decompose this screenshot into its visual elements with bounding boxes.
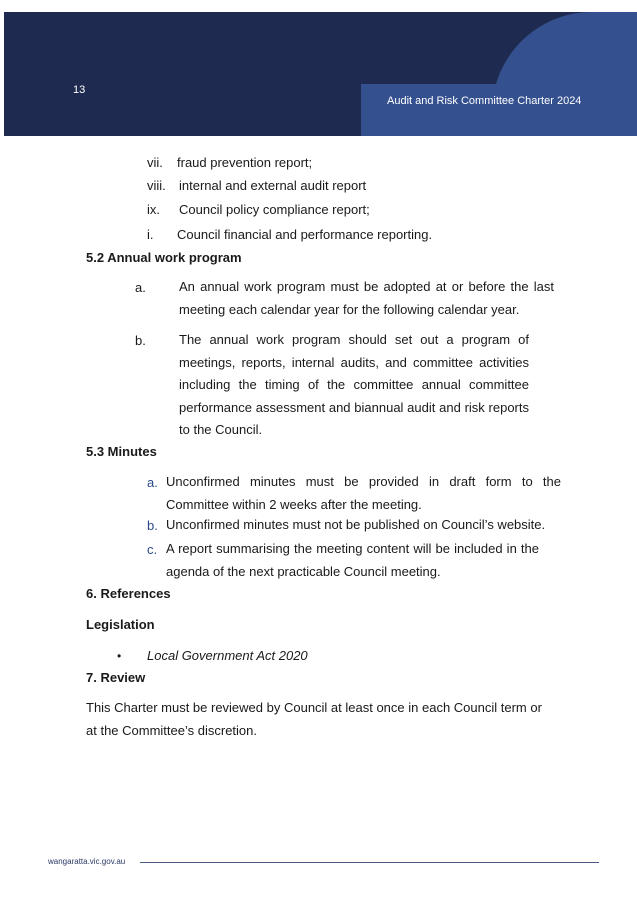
section-heading-annual-work-program: 5.2 Annual work program bbox=[86, 250, 242, 265]
legislation-item: Local Government Act 2020 bbox=[147, 648, 308, 663]
list-label: c. bbox=[147, 542, 158, 557]
section-heading-minutes: 5.3 Minutes bbox=[86, 444, 157, 459]
roman-list-text: Council policy compliance report; bbox=[179, 202, 370, 217]
section-heading-references: 6. References bbox=[86, 586, 171, 601]
header-title-band bbox=[361, 84, 637, 136]
list-label: a. bbox=[135, 280, 146, 295]
list-label: a. bbox=[147, 475, 158, 490]
annual-work-program-item-a: An annual work program must be adopted at or before the last meeting each calendar year for the following calendar year. bbox=[179, 279, 554, 317]
bullet-icon: • bbox=[117, 649, 122, 663]
roman-list-number: viii. bbox=[147, 178, 166, 193]
footer-website: wangaratta.vic.gov.au bbox=[48, 857, 126, 866]
roman-list-number: ix. bbox=[147, 202, 160, 217]
annual-work-program-item-b: The annual work program should set out a program of meetings, reports, internal audits, and committee activities including the timing of the committee annual committee performance assessment and biannual audit and risk reports to the Council. bbox=[179, 332, 529, 437]
roman-list-text: fraud prevention report; bbox=[177, 155, 313, 170]
section-heading-review: 7. Review bbox=[86, 670, 146, 685]
roman-list-number: vii. bbox=[147, 155, 163, 170]
roman-list-text: Council financial and performance reporting. bbox=[177, 227, 433, 242]
footer-divider bbox=[140, 862, 599, 863]
subheading-legislation: Legislation bbox=[86, 617, 155, 632]
list-label: b. bbox=[147, 518, 158, 533]
review-paragraph: This Charter must be reviewed by Council at least once in each Council term or at the Committee’s discretion. bbox=[86, 700, 542, 738]
page-number: 13 bbox=[73, 84, 86, 96]
roman-list-number: i. bbox=[147, 227, 154, 242]
minutes-item-a: Unconfirmed minutes must be provided in draft form to the Committee within 2 weeks after the meeting. bbox=[166, 474, 561, 512]
page-header bbox=[4, 12, 637, 136]
minutes-item-b: Unconfirmed minutes must not be published on Council’s website. bbox=[166, 517, 546, 532]
minutes-item-c: A report summarising the meeting content will be included in the agenda of the next practicable Council meeting. bbox=[166, 541, 539, 579]
list-label: b. bbox=[135, 333, 146, 348]
document-title: Audit and Risk Committee Charter 2024 bbox=[387, 95, 582, 107]
roman-list-text: internal and external audit report bbox=[179, 178, 367, 193]
